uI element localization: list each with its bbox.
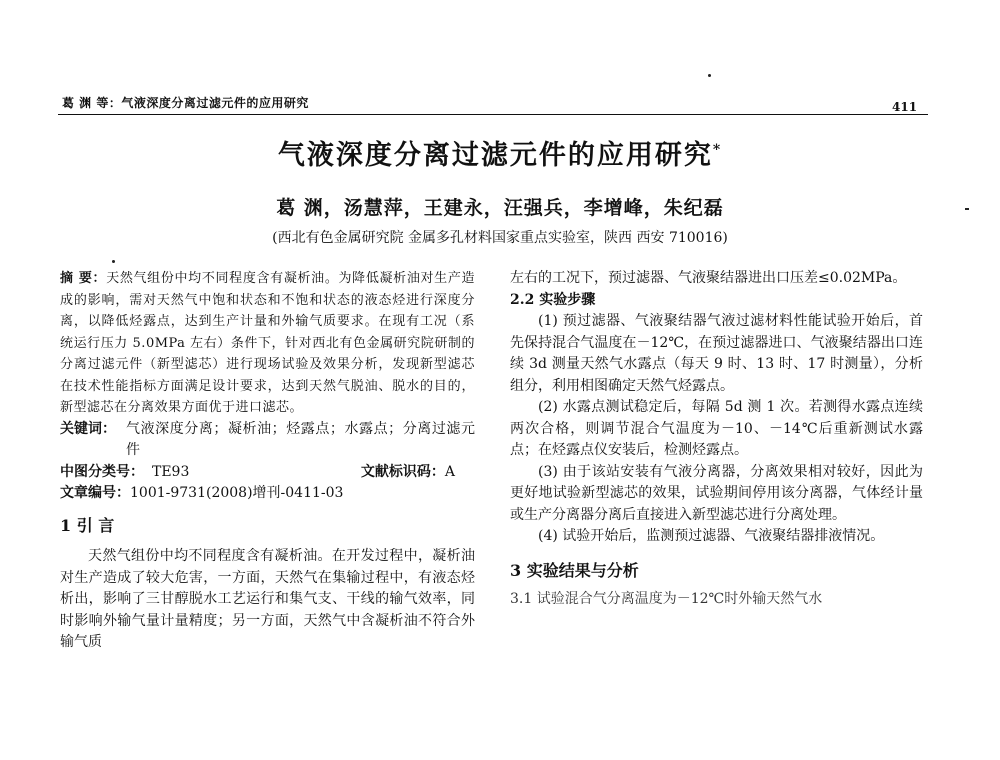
step-2: (2) 水露点测试稳定后，每隔 5d 测 1 次。若测得水露点连续两次合格，则调节混合气温度为－10、－14℃后重新测试水露点；在烃露点仪安装后，检测烃露点。 [510, 399, 923, 458]
title-footnote-mark: * [712, 142, 723, 158]
title-text: 气液深度分离过滤元件的应用研究 [277, 140, 713, 171]
classification-line [60, 462, 475, 484]
doc-code-label: 文献标识码： [360, 463, 445, 480]
keywords-text: 气液深度分离；凝析油；烃露点；水露点；分离过滤元件 [126, 420, 475, 458]
right-column [510, 268, 923, 611]
abstract-label: 摘 要： [60, 271, 107, 286]
subsection-2-2-heading: 2.2 实验步骤 [510, 291, 596, 308]
step-4: (4) 试验开始后，监测预过滤器、气液聚结器排液情况。 [538, 528, 885, 544]
article-number [60, 483, 475, 505]
continued-text: 左右的工况下，预过滤器、气液聚结器进出口压差≤0.02MPa。 [510, 270, 907, 286]
section-3-heading: 3 实验结果与分析 [510, 560, 639, 580]
intro-paragraph: 天然气组份中均不同程度含有凝析油。在开发过程中，凝析油对生产造成了较大危害，一方面，天然气在集输过程中，有液态烃析出，影响了三甘醇脱水工艺运行和集气支、干线的输气效率，同时影响外输气量计量精度；另一方面，天然气中含凝析油不符合外输气质 [60, 548, 475, 650]
abstract [60, 268, 475, 419]
header-rule [58, 114, 928, 115]
scan-speck [112, 260, 115, 263]
step-1: (1) 预过滤器、气液聚结器气液过滤材料性能试验开始后，首先保持混合气温度在－12℃，在预过滤器进口、气液聚结器出口连续 3d 测量天然气水露点（每天 9 时、13 时、17 时测量），分析组分，利用相图确定天然气烃露点。 [510, 313, 923, 394]
running-head: 葛 渊 等：气液深度分离过滤元件的应用研究 [62, 96, 309, 110]
page-number: 411 [892, 100, 918, 114]
affiliation: (西北有色金属研究院 金属多孔材料国家重点实验室，陕西 西安 710016) [272, 230, 728, 246]
doc-code-value: A [444, 463, 455, 480]
scan-speck [708, 74, 711, 77]
abstract-text: 天然气组份中均不同程度含有凝析油。为降低凝析油对生产造成的影响，需对天然气中饱和状态和不饱和状态的液态烃进行深度分离，以降低烃露点，达到生产计量和外输气质要求。在现有工况（系统运行压力 5.0MPa 左右）条件下，针对西北有色金属研究院研制的分离过滤元件（新型滤芯）进行现场试验及效果分析，发现新型滤芯在技术性能指标方面满足设计要求，达到天然气脱油、脱水的目的，新型滤芯在分离效果方面优于进口滤芯。 [60, 271, 475, 415]
left-column [60, 268, 475, 654]
keywords-label: 关键词： [60, 420, 116, 437]
cut-off-line: 3.1 试验混合气分离温度为－12℃时外输天然气水 [510, 591, 823, 607]
article-number-label: 文章编号： [60, 485, 130, 501]
article-number-value: 1001-9731(2008)增刊-0411-03 [130, 485, 344, 501]
paper-title [0, 133, 1000, 172]
section-1-heading: 1 引 言 [60, 515, 115, 535]
clc-value: TE93 [152, 463, 190, 480]
step-3: (3) 由于该站安装有气液分离器，分离效果相对较好，因此为更好地试验新型滤芯的效果，试验期间停用该分离器，气体经计量或生产分离器分离后直接进入新型滤芯进行分离处理。 [510, 463, 923, 523]
author-list: 葛 渊，汤慧萍，王建永，汪强兵，李增峰，朱纪磊 [276, 197, 724, 219]
keywords [60, 419, 475, 462]
clc-label: 中图分类号： [60, 463, 144, 480]
